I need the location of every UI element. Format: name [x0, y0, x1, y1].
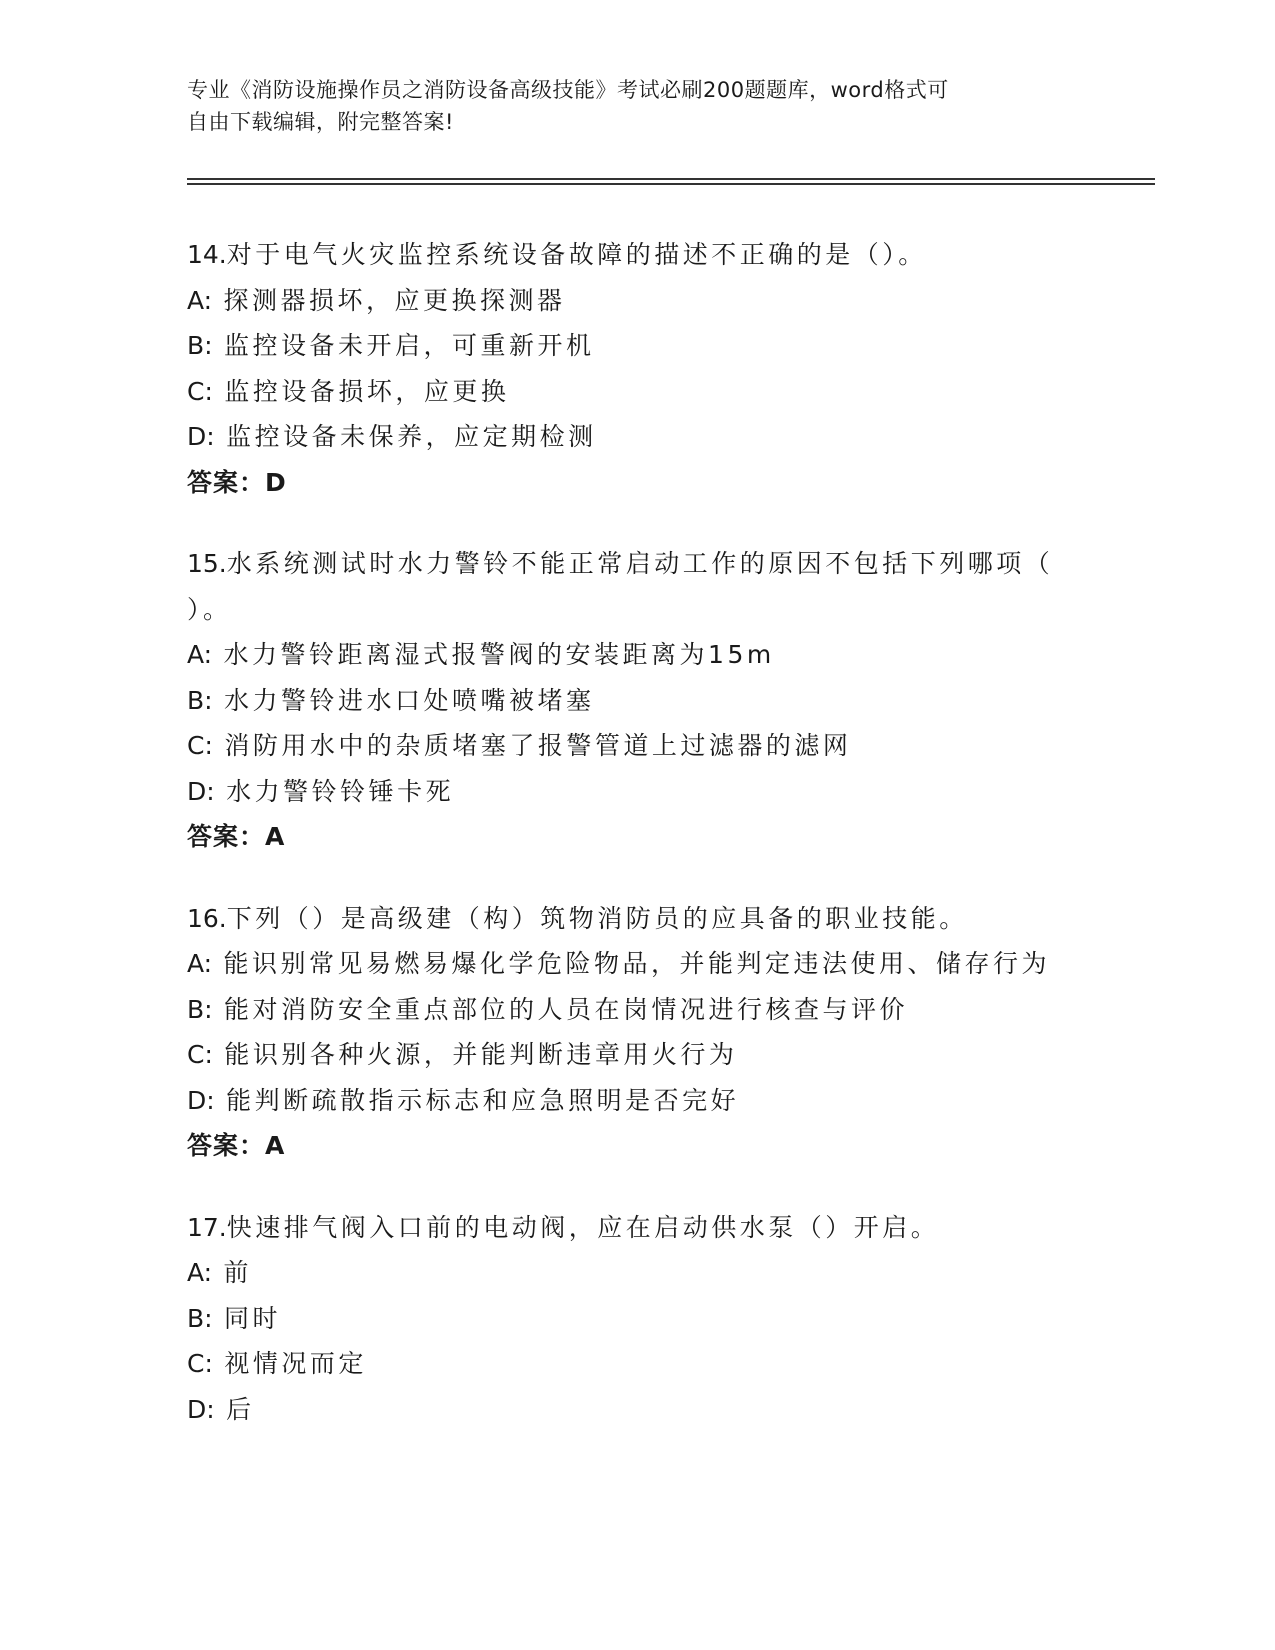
option-d [187, 414, 1107, 460]
option-letter: B: [187, 994, 213, 1024]
question-text: 下列（）是高级建（构）筑物消防员的应具备的职业技能。 [226, 903, 968, 933]
option-letter: A: [187, 640, 213, 669]
option-b [187, 1296, 1107, 1342]
option-b [187, 678, 1107, 724]
option-text: 水力警铃进水口处喷嘴被堵塞 [224, 685, 595, 715]
option-text: 监控设备未保养，应定期检测 [226, 422, 597, 451]
option-text: 前 [223, 1258, 253, 1287]
question-number: 15. [187, 549, 227, 578]
option-letter: A: [187, 285, 213, 315]
option-letter: A: [187, 1258, 213, 1287]
question-14 [187, 232, 1107, 505]
option-a [187, 1250, 1107, 1296]
option-text: 能识别常见易燃易爆化学危险物品，并能判定违法使用、储存行为 [223, 949, 1051, 978]
header-divider [187, 183, 1155, 185]
option-text: 能判断疏散指示标志和应急照明是否完好 [226, 1085, 740, 1115]
question-text: 水系统测试时水力警铃不能正常启动工作的原因不包括下列哪项（ [226, 549, 1054, 578]
header-line: 专业《消防设施操作员之消防设备高级技能》考试必刷200题题库，word格式可 [187, 78, 949, 102]
question-number: 16. [187, 903, 227, 933]
option-a [187, 278, 1107, 324]
header-line: 自由下载编辑，附完整答案! [187, 110, 454, 134]
question-text: 快速排气阀入口前的电动阀，应在启动供水泵（）开启。 [226, 1212, 940, 1242]
question-stem [187, 541, 1107, 587]
option-text: 视情况而定 [224, 1349, 367, 1378]
question-stem [187, 1205, 1107, 1251]
option-text: 监控设备未开启，可重新开机 [224, 331, 595, 360]
option-b [187, 323, 1107, 369]
question-16 [187, 896, 1107, 1169]
option-c [187, 1341, 1107, 1387]
option-letter: D: [187, 422, 215, 451]
option-letter: B: [187, 331, 213, 360]
option-text: 能识别各种火源，并能判断违章用火行为 [224, 1040, 738, 1069]
option-text: 同时 [224, 1303, 282, 1333]
option-d [187, 769, 1107, 815]
option-letter: C: [187, 1040, 213, 1069]
header-divider [187, 178, 1155, 180]
option-letter: C: [187, 1349, 213, 1378]
option-text: 监控设备损坏，应更换 [224, 376, 510, 406]
option-letter: A: [187, 949, 213, 978]
document-header [187, 74, 1067, 138]
option-text: 探测器损坏，应更换探测器 [223, 285, 566, 315]
question-text: 对于电气火灾监控系统设备故障的描述不正确的是（）。 [226, 240, 927, 269]
option-letter: D: [187, 1085, 215, 1115]
option-c [187, 1032, 1107, 1078]
option-a [187, 941, 1107, 987]
question-17 [187, 1205, 1107, 1433]
option-text: 水力警铃铃锤卡死 [226, 776, 455, 806]
question-number: 17. [187, 1212, 227, 1242]
option-letter: B: [187, 685, 213, 715]
option-c [187, 369, 1107, 415]
question-text-continued: ）。 [187, 594, 232, 624]
question-15 [187, 541, 1107, 860]
question-stem [187, 896, 1107, 942]
answer-line: 答案：A [187, 822, 286, 851]
option-text: 后 [226, 1394, 255, 1424]
option-a [187, 632, 1107, 678]
question-list [187, 232, 1107, 1468]
answer-line: 答案：D [187, 467, 287, 497]
option-letter: C: [187, 731, 213, 760]
option-letter: D: [187, 1394, 215, 1424]
option-d [187, 1078, 1107, 1124]
option-letter: C: [187, 376, 213, 406]
option-b [187, 987, 1107, 1033]
option-text: 能对消防安全重点部位的人员在岗情况进行核查与评价 [224, 994, 909, 1024]
option-text: 消防用水中的杂质堵塞了报警管道上过滤器的滤网 [224, 731, 852, 760]
option-text: 水力警铃距离湿式报警阀的安装距离为15m [223, 640, 775, 669]
option-d [187, 1387, 1107, 1433]
question-stem [187, 232, 1107, 278]
option-letter: D: [187, 776, 215, 806]
option-c [187, 723, 1107, 769]
question-number: 14. [187, 240, 227, 269]
answer-line: 答案：A [187, 1131, 286, 1160]
option-letter: B: [187, 1303, 213, 1333]
